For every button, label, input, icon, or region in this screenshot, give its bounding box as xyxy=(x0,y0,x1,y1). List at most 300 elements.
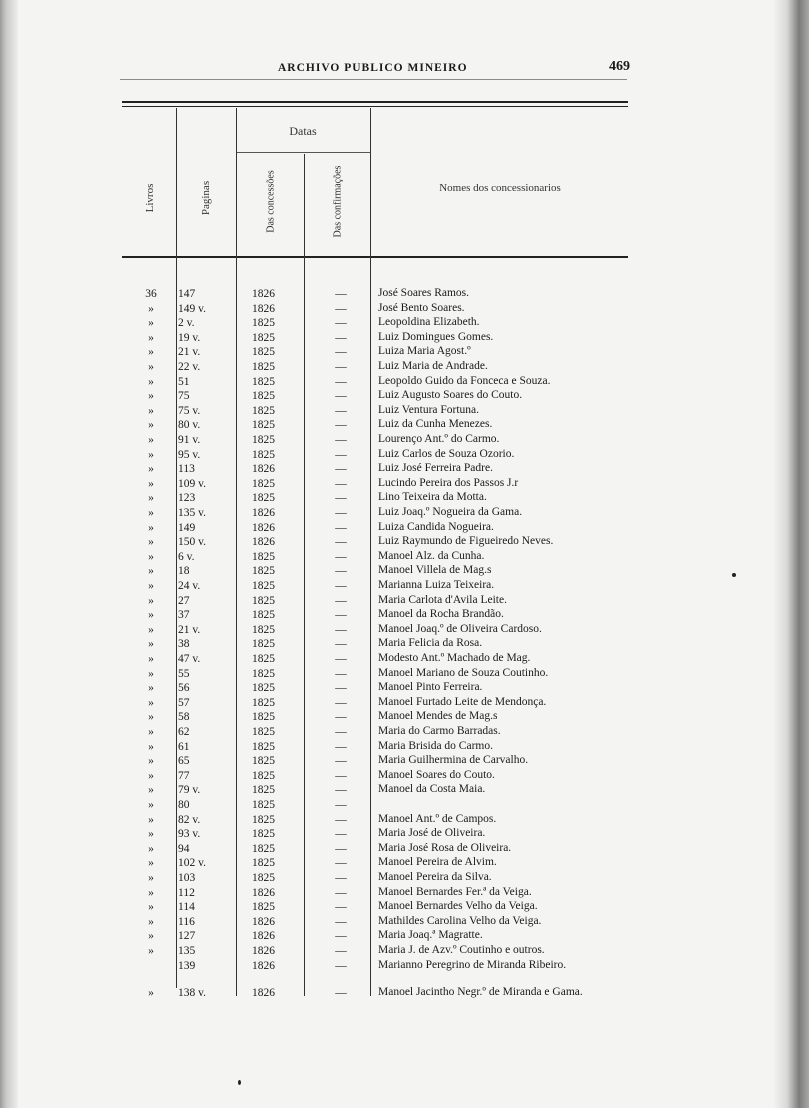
cell-pagina: 112 xyxy=(178,886,195,899)
cell-pagina: 18 xyxy=(178,565,190,578)
cell-livro: » xyxy=(148,550,154,563)
cell-livro: » xyxy=(148,638,154,651)
cell-livro: » xyxy=(148,784,154,797)
cell-pagina: 138 v. xyxy=(178,987,207,1000)
table-row xyxy=(0,886,660,901)
table-row xyxy=(0,769,660,784)
cell-nome: Maria Joaq.ª Magratte. xyxy=(378,929,483,942)
cell-livro: » xyxy=(148,507,154,519)
cell-concessao: 1825 xyxy=(252,769,275,782)
cell-livro: » xyxy=(148,886,154,899)
cell-confirmacao: — xyxy=(335,667,347,680)
cell-confirmacao: — xyxy=(335,886,347,899)
cell-confirmacao: — xyxy=(335,550,347,563)
cell-confirmacao: — xyxy=(335,492,347,505)
cell-pagina: 75 v. xyxy=(178,404,201,417)
cell-concessao: 1826 xyxy=(252,945,275,957)
cell-livro: » xyxy=(148,872,154,884)
cell-pagina: 27 xyxy=(178,594,190,607)
cell-pagina: 109 v. xyxy=(178,477,207,490)
cell-pagina: 150 v. xyxy=(178,536,207,549)
cell-nome: Modesto Ant.º Machado de Mag. xyxy=(378,652,531,664)
cell-concessao: 1825 xyxy=(252,726,275,738)
cell-pagina: 114 xyxy=(178,901,195,914)
table-row xyxy=(0,783,660,798)
cell-pagina: 113 xyxy=(178,463,195,476)
table-row xyxy=(0,579,660,594)
cell-livro: » xyxy=(148,448,154,461)
cell-nome: Luiz José Ferreira Padre. xyxy=(378,462,493,475)
cell-nome: Manoel Furtado Leite de Mendonça. xyxy=(378,695,547,708)
cell-nome: Maria J. de Azv.º Coutinho e outros. xyxy=(378,944,545,956)
cell-nome: Luiz Joaq.º Nogueira da Gama. xyxy=(378,506,523,518)
table-row xyxy=(0,637,660,652)
cell-pagina: 91 v. xyxy=(178,434,201,446)
cell-confirmacao: — xyxy=(335,696,347,709)
cell-confirmacao: — xyxy=(335,813,347,826)
cell-nome: José Bento Soares. xyxy=(378,301,465,314)
table-row xyxy=(0,929,660,944)
cell-nome: Luiz da Cunha Menezes. xyxy=(378,418,493,431)
cell-confirmacao: — xyxy=(335,521,347,534)
table-row xyxy=(0,696,660,711)
cell-concessao: 1825 xyxy=(252,638,275,651)
cell-confirmacao: — xyxy=(335,346,347,359)
cell-confirmacao: — xyxy=(335,361,347,373)
table-row xyxy=(0,448,660,463)
cell-nome: Luiz Domingues Gomes. xyxy=(378,330,494,343)
cell-confirmacao: — xyxy=(335,828,347,841)
cell-livro: » xyxy=(148,901,154,914)
cell-confirmacao: — xyxy=(335,390,347,403)
cell-concessao: 1825 xyxy=(252,872,275,884)
table-row xyxy=(0,506,660,521)
cell-livro: » xyxy=(148,609,154,622)
cell-livro: » xyxy=(148,404,154,417)
cell-pagina: 2 v. xyxy=(178,317,195,330)
table-row xyxy=(0,287,660,302)
cell-concessao: 1825 xyxy=(252,477,275,490)
cell-concessao: 1825 xyxy=(252,492,275,505)
cell-concessao: 1825 xyxy=(252,419,275,432)
cell-nome: Manoel Pinto Ferreira. xyxy=(378,681,483,694)
table-header-bottom-rule xyxy=(122,256,628,258)
cell-pagina: 62 xyxy=(178,726,190,738)
table-row xyxy=(0,652,660,667)
cell-confirmacao: — xyxy=(335,536,347,549)
table-row xyxy=(0,302,660,317)
table-row xyxy=(0,798,660,813)
cell-pagina: 93 v. xyxy=(178,828,201,841)
cell-nome: Mathildes Carolina Velho da Veiga. xyxy=(378,914,542,927)
cell-livro: » xyxy=(148,317,154,330)
cell-confirmacao: — xyxy=(335,565,347,578)
cell-pagina: 79 v. xyxy=(178,784,201,797)
table-row xyxy=(0,871,660,886)
cell-concessao: 1825 xyxy=(252,317,275,330)
cell-confirmacao: — xyxy=(335,915,347,928)
cell-pagina: 135 v. xyxy=(178,507,207,519)
table-row xyxy=(0,535,660,550)
cell-concessao: 1825 xyxy=(252,696,275,709)
cell-concessao: 1825 xyxy=(252,375,275,388)
cell-pagina: 149 xyxy=(178,521,196,534)
cell-pagina: 127 xyxy=(178,930,196,943)
cell-nome: Manoel Joaq.º de Oliveira Cardoso. xyxy=(378,622,542,635)
cell-nome: Maria José de Oliveira. xyxy=(378,827,486,840)
cell-concessao: 1825 xyxy=(252,550,275,563)
cell-nome: Maria Guilhermina de Carvalho. xyxy=(378,754,529,767)
cell-livro: » xyxy=(148,653,154,665)
cell-concessao: 1826 xyxy=(252,521,275,534)
print-speck xyxy=(238,1080,241,1085)
cell-pagina: 95 v. xyxy=(178,448,201,461)
cell-livro: » xyxy=(148,740,154,753)
cell-livro: » xyxy=(148,755,154,768)
cell-pagina: 80 xyxy=(178,799,190,811)
table-row xyxy=(0,375,660,390)
cell-confirmacao: — xyxy=(335,638,347,651)
cell-pagina: 135 xyxy=(178,945,196,957)
cell-nome: Luiz Maria de Andrade. xyxy=(378,360,488,372)
cell-nome: Manoel Pereira da Silva. xyxy=(378,871,492,883)
table-top-rule xyxy=(122,101,628,103)
cell-nome: Luiza Candida Nogueira. xyxy=(378,520,494,533)
table-row xyxy=(0,813,660,828)
cell-confirmacao: — xyxy=(335,711,347,724)
cell-pagina: 51 xyxy=(178,375,190,388)
cell-confirmacao: — xyxy=(335,755,347,768)
cell-nome: Maria Carlota d'Avila Leite. xyxy=(378,593,507,606)
cell-pagina: 116 xyxy=(178,915,195,928)
cell-confirmacao: — xyxy=(335,434,347,446)
table-row xyxy=(0,667,660,682)
table-row xyxy=(0,915,660,930)
table-row xyxy=(0,900,660,915)
column-header-concessoes: Das concessões xyxy=(265,170,277,233)
cell-livro: » xyxy=(148,434,154,446)
cell-nome: Manoel Mendes de Mag.s xyxy=(378,710,498,723)
cell-livro: » xyxy=(148,594,154,607)
cell-confirmacao: — xyxy=(335,726,347,738)
table-row xyxy=(0,418,660,433)
cell-livro: » xyxy=(148,419,154,432)
cell-confirmacao: — xyxy=(335,842,347,855)
table-row xyxy=(0,944,660,959)
cell-concessao: 1826 xyxy=(252,536,275,549)
cell-concessao: 1825 xyxy=(252,711,275,724)
cell-confirmacao: — xyxy=(335,987,347,1000)
cell-pagina: 24 v. xyxy=(178,580,201,592)
cell-concessao: 1826 xyxy=(252,930,275,943)
cell-confirmacao: — xyxy=(335,419,347,432)
cell-confirmacao: — xyxy=(335,623,347,636)
column-header-nomes: Nomes dos concessionarios xyxy=(439,182,561,194)
table-row xyxy=(0,827,660,842)
cell-nome: Luiz Raymundo de Figueiredo Neves. xyxy=(378,535,554,548)
cell-pagina: 55 xyxy=(178,667,190,680)
column-header-confirmacoes: Das confirmações xyxy=(332,165,344,238)
print-speck xyxy=(732,573,736,577)
cell-livro: » xyxy=(148,696,154,709)
cell-concessao: 1825 xyxy=(252,346,275,359)
cell-concessao: 1825 xyxy=(252,331,275,344)
page-header-title: ARCHIVO PUBLICO MINEIRO xyxy=(278,62,468,74)
cell-livro: » xyxy=(148,521,154,534)
cell-concessao: 1825 xyxy=(252,682,275,695)
table-row xyxy=(0,986,660,1001)
cell-confirmacao: — xyxy=(335,463,347,476)
table-row xyxy=(0,959,660,974)
cell-livro: » xyxy=(148,477,154,490)
cell-nome: Manoel Mariano de Souza Coutinho. xyxy=(378,666,549,679)
cell-livro: 36 xyxy=(145,288,157,300)
cell-nome: Maria Felicia da Rosa. xyxy=(378,637,483,650)
cell-confirmacao: — xyxy=(335,653,347,665)
table-row xyxy=(0,360,660,375)
cell-livro: » xyxy=(148,463,154,476)
cell-concessao: 1825 xyxy=(252,609,275,622)
cell-confirmacao: — xyxy=(335,404,347,417)
datas-group-header: Datas xyxy=(289,124,317,138)
cell-concessao: 1825 xyxy=(252,901,275,914)
table-row xyxy=(0,842,660,857)
cell-nome: Leopoldo Guido da Fonceca e Souza. xyxy=(378,374,551,387)
cell-livro: » xyxy=(148,536,154,549)
cell-confirmacao: — xyxy=(335,857,347,870)
cell-nome: Luiz Carlos de Souza Ozorio. xyxy=(378,447,515,460)
cell-confirmacao: — xyxy=(335,609,347,622)
table-row xyxy=(0,521,660,536)
cell-concessao: 1825 xyxy=(252,434,275,446)
cell-pagina: 58 xyxy=(178,711,190,724)
cell-livro: » xyxy=(148,711,154,724)
cell-livro: » xyxy=(148,857,154,870)
table-row xyxy=(0,754,660,769)
cell-concessao: 1825 xyxy=(252,390,275,403)
cell-pagina: 102 v. xyxy=(178,857,207,870)
cell-nome: Luiza Maria Agost.º xyxy=(378,345,471,358)
cell-livro: » xyxy=(148,667,154,680)
cell-livro: » xyxy=(148,769,154,782)
cell-concessao: 1825 xyxy=(252,404,275,417)
cell-pagina: 37 xyxy=(178,609,190,622)
table-row xyxy=(0,725,660,740)
cell-livro: » xyxy=(148,682,154,695)
cell-pagina: 47 v. xyxy=(178,653,201,665)
cell-confirmacao: — xyxy=(335,740,347,753)
cell-nome: Manoel Bernardes Velho da Veiga. xyxy=(378,900,538,913)
cell-nome: Maria José Rosa de Oliveira. xyxy=(378,841,512,854)
cell-confirmacao: — xyxy=(335,375,347,388)
cell-pagina: 56 xyxy=(178,682,190,695)
cell-concessao: 1825 xyxy=(252,594,275,607)
cell-pagina: 82 v. xyxy=(178,813,201,826)
cell-nome: Manoel da Costa Maia. xyxy=(378,783,486,796)
cell-concessao: 1825 xyxy=(252,813,275,826)
cell-concessao: 1826 xyxy=(252,463,275,476)
cell-nome: Manoel Pereira de Alvim. xyxy=(378,856,497,869)
cell-livro: » xyxy=(148,346,154,359)
cell-livro: » xyxy=(148,930,154,943)
cell-concessao: 1825 xyxy=(252,623,275,636)
cell-nome: Manoel Soares do Couto. xyxy=(378,768,495,781)
cell-nome: Marianna Luiza Teixeira. xyxy=(378,579,495,591)
cell-concessao: 1825 xyxy=(252,740,275,753)
cell-livro: » xyxy=(148,842,154,855)
cell-confirmacao: — xyxy=(335,331,347,344)
cell-nome: Maria Brisida do Carmo. xyxy=(378,739,493,752)
table-row xyxy=(0,331,660,346)
cell-livro: » xyxy=(148,945,154,957)
cell-concessao: 1826 xyxy=(252,987,275,1000)
cell-nome: Manoel da Rocha Brandão. xyxy=(378,608,504,621)
datas-group-rule xyxy=(236,152,370,153)
cell-confirmacao: — xyxy=(335,448,347,461)
cell-pagina: 103 xyxy=(178,872,196,884)
cell-livro: » xyxy=(148,987,154,1000)
header-rule xyxy=(120,79,627,80)
table-top-rule-thin xyxy=(122,106,628,107)
column-header-livros: Livros xyxy=(144,183,156,213)
cell-pagina: 61 xyxy=(178,740,190,753)
cell-confirmacao: — xyxy=(335,930,347,943)
page-number: 469 xyxy=(609,59,630,74)
table-row xyxy=(0,404,660,419)
table-row xyxy=(0,710,660,725)
cell-concessao: 1826 xyxy=(252,288,275,300)
cell-pagina: 21 v. xyxy=(178,346,201,359)
cell-pagina: 80 v. xyxy=(178,419,201,432)
table-row xyxy=(0,550,660,565)
cell-confirmacao: — xyxy=(335,901,347,914)
cell-concessao: 1825 xyxy=(252,755,275,768)
cell-confirmacao: — xyxy=(335,594,347,607)
cell-livro: » xyxy=(148,492,154,505)
table-row xyxy=(0,316,660,331)
cell-nome: José Soares Ramos. xyxy=(378,287,470,299)
cell-pagina: 19 v. xyxy=(178,331,201,344)
cell-pagina: 123 xyxy=(178,492,196,505)
cell-confirmacao: — xyxy=(335,288,347,300)
table-row xyxy=(0,608,660,623)
cell-confirmacao: — xyxy=(335,507,347,519)
cell-concessao: 1825 xyxy=(252,799,275,811)
cell-livro: » xyxy=(148,390,154,403)
cell-concessao: 1826 xyxy=(252,302,275,315)
cell-pagina: 6 v. xyxy=(178,550,195,563)
table-row xyxy=(0,740,660,755)
cell-concessao: 1825 xyxy=(252,565,275,578)
cell-confirmacao: — xyxy=(335,872,347,884)
cell-livro: » xyxy=(148,565,154,578)
cell-pagina: 75 xyxy=(178,390,190,403)
cell-concessao: 1826 xyxy=(252,507,275,519)
table-row xyxy=(0,462,660,477)
cell-nome: Luiz Ventura Fortuna. xyxy=(378,403,480,416)
cell-concessao: 1825 xyxy=(252,653,275,665)
cell-confirmacao: — xyxy=(335,799,347,811)
cell-nome: Leopoldina Elizabeth. xyxy=(378,316,480,329)
cell-livro: » xyxy=(148,302,154,315)
cell-concessao: 1826 xyxy=(252,959,275,972)
cell-nome: Lourenço Ant.º do Carmo. xyxy=(378,433,500,445)
cell-confirmacao: — xyxy=(335,317,347,330)
cell-concessao: 1825 xyxy=(252,784,275,797)
cell-concessao: 1825 xyxy=(252,580,275,592)
cell-pagina: 38 xyxy=(178,638,190,651)
cell-nome: Marianno Peregrino de Miranda Ribeiro. xyxy=(378,958,567,971)
cell-confirmacao: — xyxy=(335,959,347,972)
cell-concessao: 1825 xyxy=(252,667,275,680)
table-row xyxy=(0,623,660,638)
cell-livro: » xyxy=(148,331,154,344)
cell-concessao: 1825 xyxy=(252,448,275,461)
cell-livro: » xyxy=(148,361,154,373)
table-row xyxy=(0,594,660,609)
cell-concessao: 1825 xyxy=(252,361,275,373)
cell-pagina: 149 v. xyxy=(178,302,207,315)
cell-nome: Manoel Ant.º de Campos. xyxy=(378,812,497,825)
table-row xyxy=(0,345,660,360)
cell-confirmacao: — xyxy=(335,784,347,797)
cell-livro: » xyxy=(148,813,154,826)
cell-nome: Manoel Bernardes Fer.ª da Veiga. xyxy=(378,885,532,898)
cell-pagina: 22 v. xyxy=(178,361,201,373)
cell-confirmacao: — xyxy=(335,580,347,592)
cell-confirmacao: — xyxy=(335,769,347,782)
table-row xyxy=(0,856,660,871)
cell-livro: » xyxy=(148,828,154,841)
cell-pagina: 139 xyxy=(178,959,196,972)
cell-concessao: 1825 xyxy=(252,828,275,841)
cell-concessao: 1825 xyxy=(252,842,275,855)
cell-concessao: 1826 xyxy=(252,886,275,899)
cell-confirmacao: — xyxy=(335,302,347,315)
cell-confirmacao: — xyxy=(335,682,347,695)
cell-nome: Lino Teixeira da Motta. xyxy=(378,491,487,504)
table-row xyxy=(0,433,660,448)
cell-confirmacao: — xyxy=(335,945,347,957)
column-header-paginas: Paginas xyxy=(200,180,212,216)
table-row xyxy=(0,564,660,579)
page-edge-right xyxy=(773,0,809,1108)
table-row xyxy=(0,389,660,404)
cell-confirmacao: — xyxy=(335,477,347,490)
cell-concessao: 1826 xyxy=(252,915,275,928)
cell-livro: » xyxy=(148,580,154,592)
table-row xyxy=(0,491,660,506)
cell-nome: Lucindo Pereira dos Passos J.r xyxy=(378,476,519,489)
cell-pagina: 77 xyxy=(178,769,190,782)
cell-pagina: 21 v. xyxy=(178,623,201,636)
cell-livro: » xyxy=(148,726,154,738)
cell-nome: Manoel Jacintho Negr.º de Miranda e Gama. xyxy=(378,986,583,999)
cell-pagina: 65 xyxy=(178,755,190,768)
cell-nome: Maria do Carmo Barradas. xyxy=(378,725,501,737)
cell-pagina: 57 xyxy=(178,696,190,709)
cell-concessao: 1825 xyxy=(252,857,275,870)
cell-livro: » xyxy=(148,623,154,636)
table-row xyxy=(0,477,660,492)
table-row xyxy=(0,681,660,696)
cell-livro: » xyxy=(148,375,154,388)
cell-nome: Luiz Augusto Soares do Couto. xyxy=(378,389,523,402)
cell-pagina: 147 xyxy=(178,288,196,300)
cell-livro: » xyxy=(148,799,154,811)
cell-nome: Manoel Alz. da Cunha. xyxy=(378,549,485,562)
cell-pagina: 94 xyxy=(178,842,190,855)
